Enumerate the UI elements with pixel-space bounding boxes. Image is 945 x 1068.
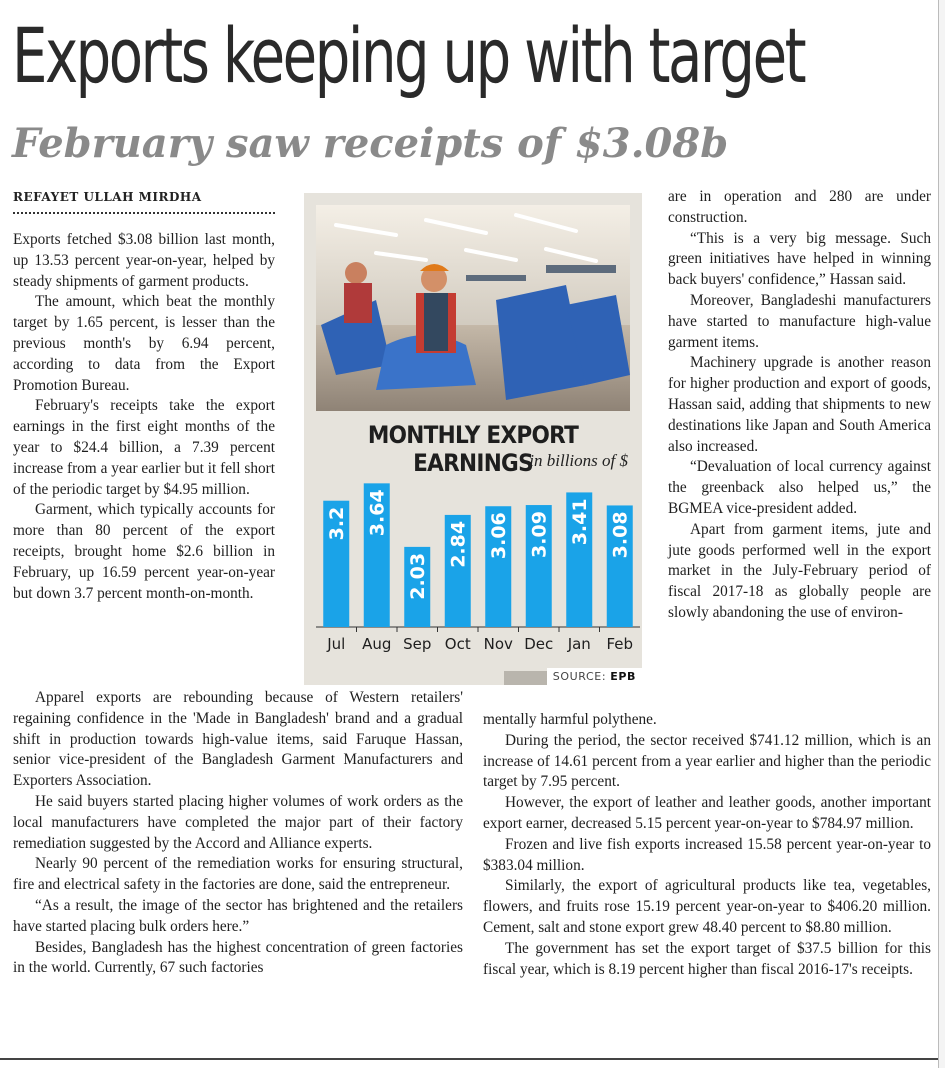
article-column-2 (13, 688, 463, 979)
category-label: Nov (483, 635, 513, 653)
paragraph: mentally harmful polythene. (483, 711, 657, 728)
paragraph: Machinery upgrade is another reason for higher production and export of goods, Hassan said, adding that shipments to new destinations like Japan and South America also increased. (668, 354, 931, 455)
paragraph: Nearly 90 percent of the remediation works for ensuring structural, fire and electrical safety in the factories are done, said the entrepreneur. (13, 855, 463, 894)
data-label: 3.06 (488, 512, 511, 560)
data-label: 3.08 (609, 511, 632, 559)
source-label: SOURCE: (552, 670, 607, 683)
data-label: 3.09 (528, 511, 551, 558)
paragraph: “As a result, the image of the sector has brightened and the retailers have started placing bulk orders here.” (13, 896, 463, 935)
data-label: 3.64 (366, 489, 389, 537)
paragraph: February's receipts take the export earnings in the first eight months of the year to $24.4 billion, a 7.39 percent increase from a year earlier but it fell short of the periodic target by $4.95 million. (13, 397, 275, 498)
paragraph: The government has set the export target of $37.5 billion for this fiscal year, which is 8.19 percent higher than fiscal 2016-17's receipts. (483, 939, 931, 978)
paragraph: Exports fetched $3.08 billion last month, up 13.53 percent year-on-year, helped by steady shipments of garment products. (13, 231, 275, 290)
article-column-4 (483, 710, 931, 980)
paragraph: He said buyers started placing higher volumes of work orders as the local manufacturers have completed the major part of their factory remediation suggested by the Accord and Alliance experts. (13, 792, 463, 852)
chart-subtitle: in billions of $ (529, 451, 628, 470)
paragraph: Moreover, Bangladeshi manufacturers have started to manufacture high-value garment items. (668, 291, 931, 351)
factory-photo (316, 205, 630, 411)
paragraph: Similarly, the export of agricultural products like tea, vegetables, flowers, and fruits rose 15.19 percent year-on-year to $406.20 million. Cement, salt and stone export grew 48.40 percent to $8.80 million. (483, 877, 931, 936)
data-label: 3.41 (569, 498, 592, 546)
category-label: Dec (524, 635, 554, 653)
headline: Exports keeping up with target (12, 11, 805, 100)
paragraph: Apart from garment items, jute and jute goods performed well in the export market in the July-February period of fiscal 2017-18 as globally people are slowly abandoning the use of environ- (668, 520, 931, 621)
paragraph: The amount, which beat the monthly target by 1.65 percent, is lesser than the previous month's by 6.94 percent, according to data from the Export Promotion Bureau. (13, 293, 275, 394)
paragraph: Apparel exports are rebounding because of Western retailers' regaining confidence in the 'Made in Bangladesh' brand and a gradual shift in production towards high-value items, said Faruque Hassan, senior vice-president of the Bangladesh Garment Manufacturers and Exporters Association. (13, 689, 463, 790)
subheadline: February saw receipts of $3.08b (12, 120, 729, 167)
data-label: 2.84 (447, 520, 470, 568)
category-label: Jul (327, 635, 346, 653)
category-label: Oct (444, 635, 471, 653)
data-label: 2.03 (407, 552, 430, 600)
source-name: EPB (610, 670, 636, 683)
paragraph: During the period, the sector received $741.12 million, which is an increase of 14.61 percent from a year earlier and higher than the periodic target by 7.95 percent. (483, 731, 931, 791)
data-label: 3.2 (326, 506, 349, 541)
page-bottom-rule (0, 1058, 945, 1060)
byline-divider (13, 210, 275, 214)
paragraph: are in operation and 280 are under construction. (668, 188, 931, 226)
category-label: Sep (403, 635, 432, 653)
article-column-1 (13, 230, 275, 604)
category-label: Aug (362, 635, 392, 653)
chart-title: MONTHLY EXPORT EARNINGS (367, 421, 579, 477)
factory-photo-image (316, 205, 630, 411)
paragraph: “Devaluation of local currency against the greenback also helped us,” the BGMEA vice-president added. (668, 458, 931, 517)
article-column-3 (668, 187, 931, 624)
byline: REFAYET ULLAH MIRDHA (13, 190, 202, 204)
page-edge (938, 0, 945, 1068)
paragraph: Frozen and live fish exports increased 15.58 percent year-on-year to $383.04 million. (483, 835, 931, 874)
category-label: Jan (567, 635, 591, 653)
category-label: Feb (606, 635, 634, 653)
paragraph: Besides, Bangladesh has the highest concentration of green factories in the world. Currently, 67 such factories (13, 938, 463, 977)
paragraph: Garment, which typically accounts for more than 80 percent of the export receipts, brought home $2.6 billion in February, up 16.59 percent year-on-year but down 3.7 percent month-on-month. (13, 501, 275, 602)
paragraph: However, the export of leather and leather goods, another important export earner, decreased 5.15 percent year-on-year to $784.97 million. (483, 794, 931, 832)
chart-graphic (304, 193, 642, 685)
bar-chart (304, 463, 642, 663)
source-credit (547, 668, 642, 685)
paragraph: “This is a very big message. Such green initiatives have helped in winning back buyers' confidence,” Hassan said. (668, 229, 931, 289)
